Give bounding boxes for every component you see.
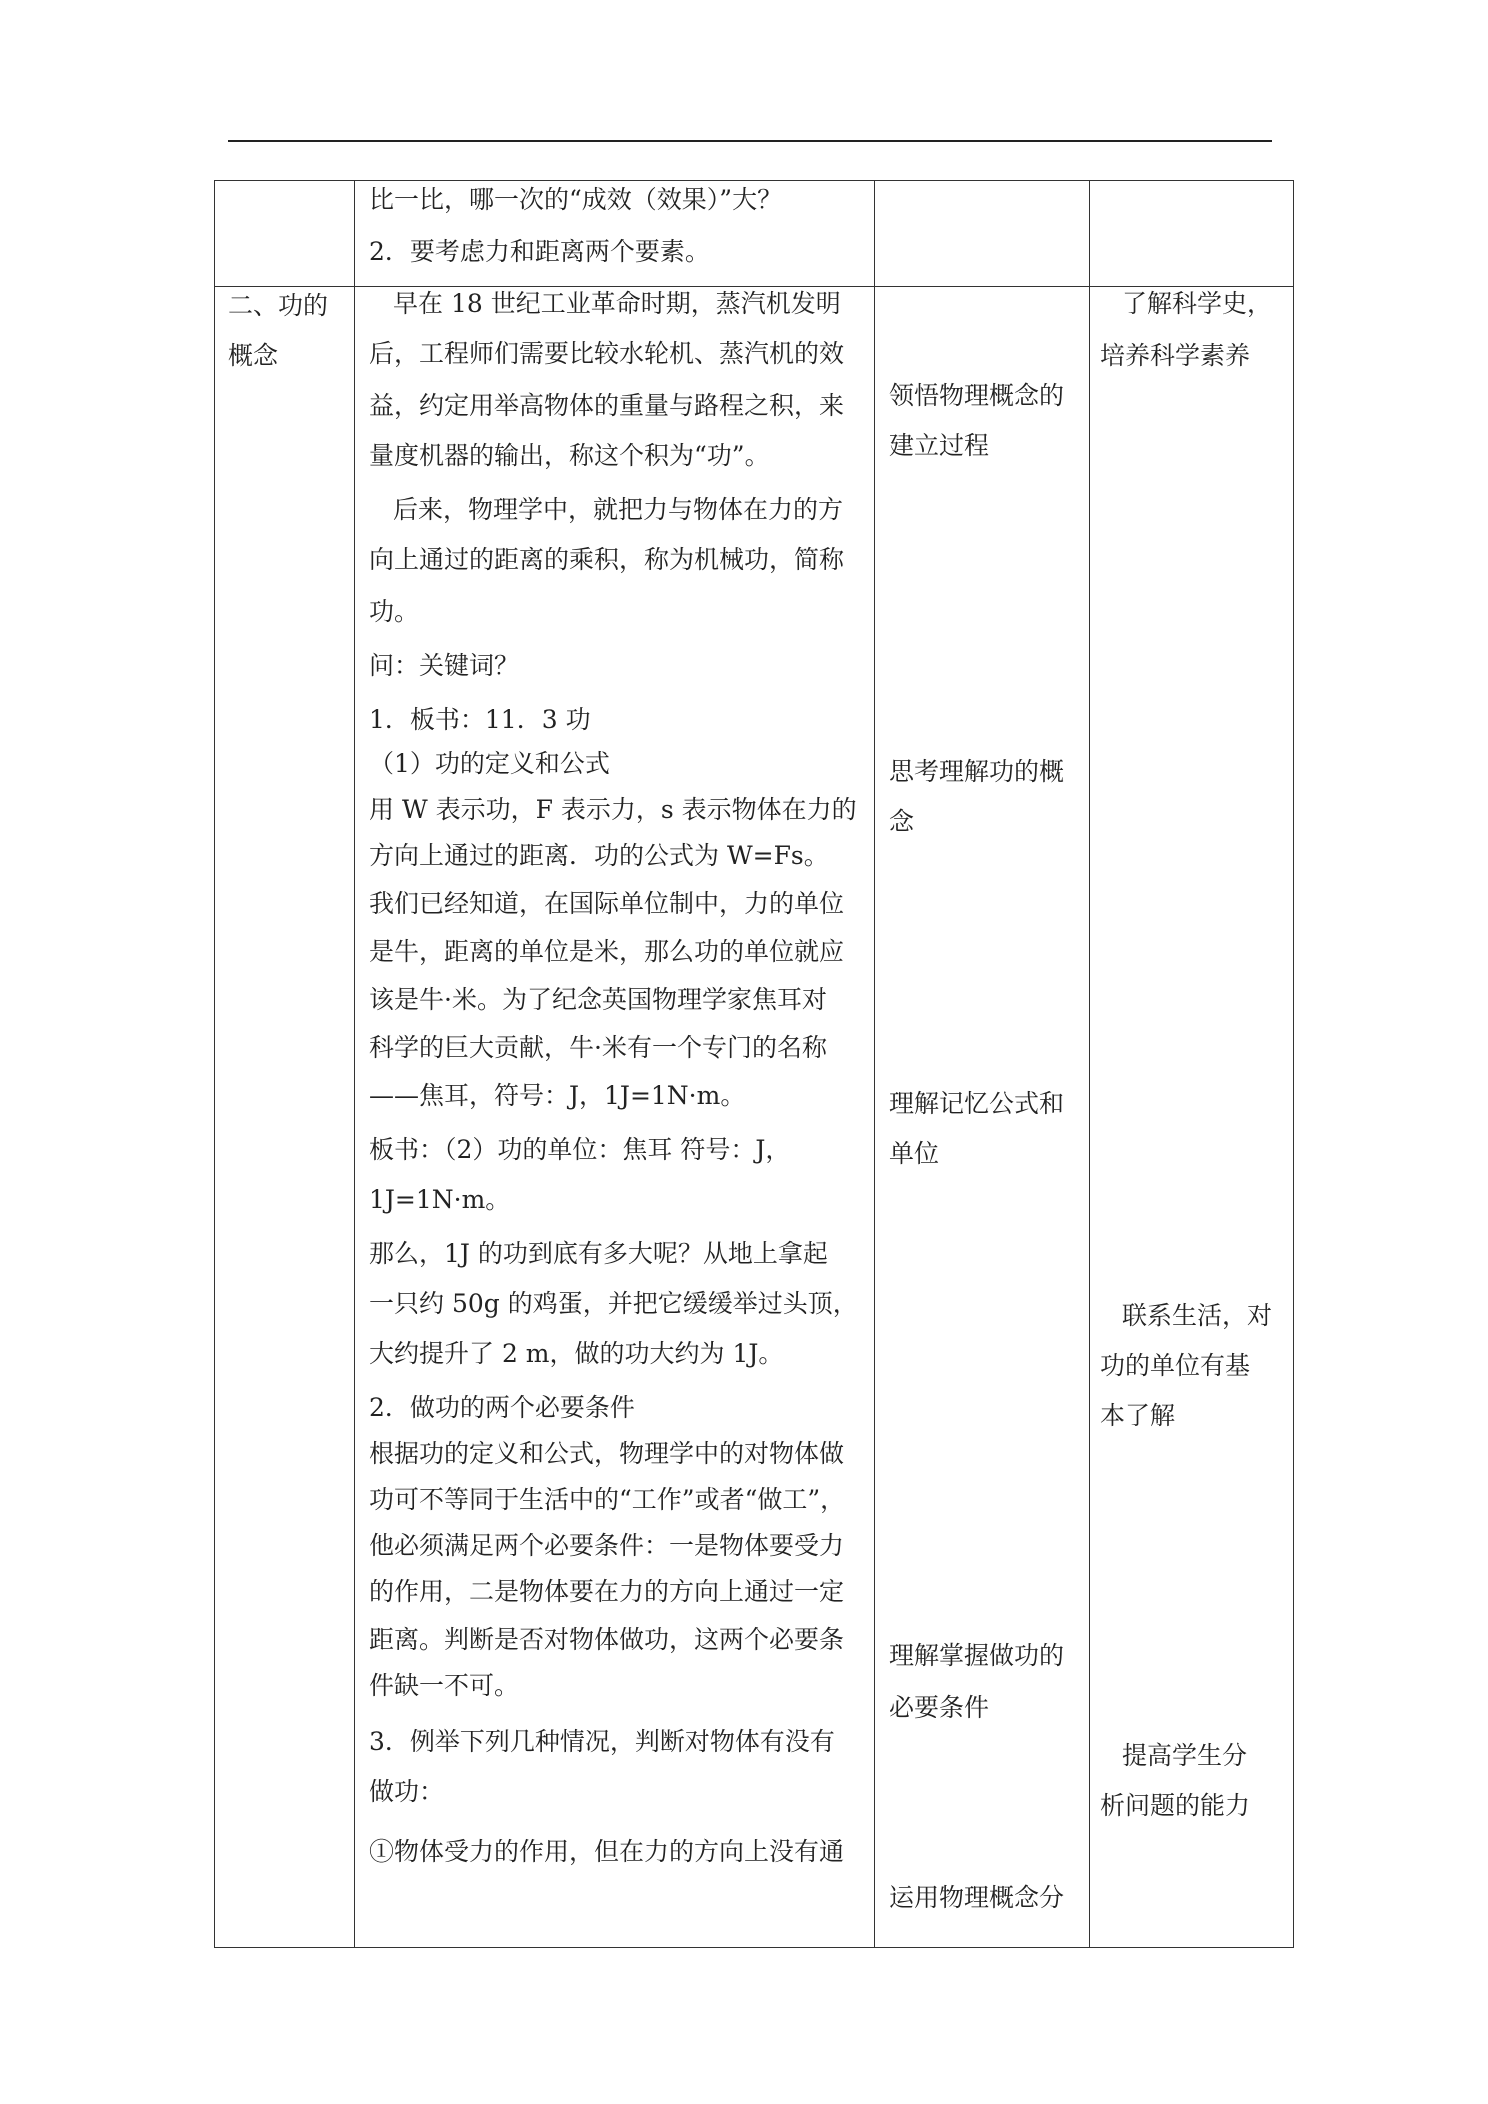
design-intent-line: 联系生活，对 [1122, 1301, 1273, 1330]
lesson-table [214, 180, 1294, 1948]
content-line: 问：关键词？ [369, 651, 520, 680]
table-border-bottom [214, 1947, 1294, 1948]
col-divider-3 [1089, 180, 1090, 1948]
content-line: 用 W 表示功，F 表示力，s 表示物体在力的 [369, 795, 857, 824]
content-line: 量度机器的输出，称这个积为“功”。 [369, 441, 770, 470]
content-line: 的作用，二是物体要在力的方向上通过一定 [369, 1577, 845, 1606]
content-line: 1．板书：11．3 功 [369, 705, 591, 734]
content-line: （1）功的定义和公式 [369, 749, 610, 778]
content-line: 件缺一不可。 [369, 1671, 520, 1700]
design-intent-line: 功的单位有基 [1100, 1351, 1251, 1380]
design-intent-line: 提高学生分 [1122, 1741, 1248, 1770]
design-intent-line: 本了解 [1100, 1401, 1176, 1430]
content-line: 该是牛·米。为了纪念英国物理学家焦耳对 [369, 985, 827, 1014]
prev-row-line: 2．要考虑力和距离两个要素。 [369, 237, 710, 266]
content-line: ——焦耳，符号：J，1J=1N·m。 [369, 1081, 746, 1110]
col-divider-right [1293, 180, 1294, 1948]
content-line: 功可不等同于生活中的“工作”或者“做工”， [369, 1485, 846, 1514]
design-intent-line: 了解科学史， [1122, 289, 1273, 318]
content-line: 3．例举下列几种情况，判断对物体有没有 [369, 1727, 835, 1756]
content-line: 是牛，距离的单位是米，那么功的单位就应 [369, 937, 845, 966]
student-activity-line: 建立过程 [889, 431, 990, 460]
student-activity-line: 理解掌握做功的 [889, 1641, 1065, 1670]
student-activity-line: 念 [889, 807, 915, 836]
design-intent-line: 析问题的能力 [1100, 1791, 1251, 1820]
content-line: 方向上通过的距离．功的公式为 W=Fs。 [369, 841, 829, 870]
content-line: 2．做功的两个必要条件 [369, 1393, 635, 1422]
design-intent-line: 培养科学素养 [1100, 341, 1251, 370]
row-divider [214, 286, 1294, 287]
table-border-top [214, 180, 1294, 181]
content-line: 早在 18 世纪工业革命时期，蒸汽机发明 [393, 289, 841, 318]
student-activity-line: 单位 [889, 1139, 940, 1168]
prev-row-line: 比一比，哪一次的“成效（效果）”大？ [369, 185, 783, 214]
content-line: 后，工程师们需要比较水轮机、蒸汽机的效 [369, 339, 845, 368]
content-line: 一只约 50g 的鸡蛋，并把它缓缓举过头顶， [369, 1289, 858, 1318]
header-rule [228, 140, 1272, 142]
content-line: 益，约定用举高物体的重量与路程之积，来 [369, 391, 845, 420]
student-activity-line: 必要条件 [889, 1693, 990, 1722]
section-label: 概念 [228, 341, 279, 370]
content-line: 1J=1N·m。 [369, 1185, 511, 1214]
col-divider-1 [354, 180, 355, 1948]
content-line: 功。 [369, 597, 420, 626]
col-divider-2 [874, 180, 875, 1948]
content-line: 向上通过的距离的乘积，称为机械功，简称 [369, 545, 845, 574]
content-line: 那么，1J 的功到底有多大呢？从地上拿起 [369, 1239, 828, 1268]
student-activity-line: 思考理解功的概 [889, 757, 1065, 786]
content-line: 距离。判断是否对物体做功，这两个必要条 [369, 1625, 845, 1654]
content-line: 后来，物理学中，就把力与物体在力的方 [393, 495, 844, 524]
content-line: 科学的巨大贡献，牛·米有一个专门的名称 [369, 1033, 827, 1062]
content-line: 根据功的定义和公式，物理学中的对物体做 [369, 1439, 845, 1468]
section-label: 二、功的 [228, 291, 329, 320]
student-activity-line: 领悟物理概念的 [889, 381, 1065, 410]
content-line: 他必须满足两个必要条件：一是物体要受力 [369, 1531, 845, 1560]
content-line: 板书：（2）功的单位：焦耳 符号：J， [369, 1135, 791, 1164]
content-line: 大约提升了 2 m，做的功大约为 1J。 [369, 1339, 784, 1368]
content-line: 我们已经知道，在国际单位制中，力的单位 [369, 889, 845, 918]
content-line: ①物体受力的作用，但在力的方向上没有通 [369, 1837, 845, 1866]
col-divider-left [214, 180, 215, 1948]
student-activity-line: 运用物理概念分 [889, 1883, 1065, 1912]
student-activity-line: 理解记忆公式和 [889, 1089, 1065, 1118]
content-line: 做功： [369, 1777, 445, 1806]
